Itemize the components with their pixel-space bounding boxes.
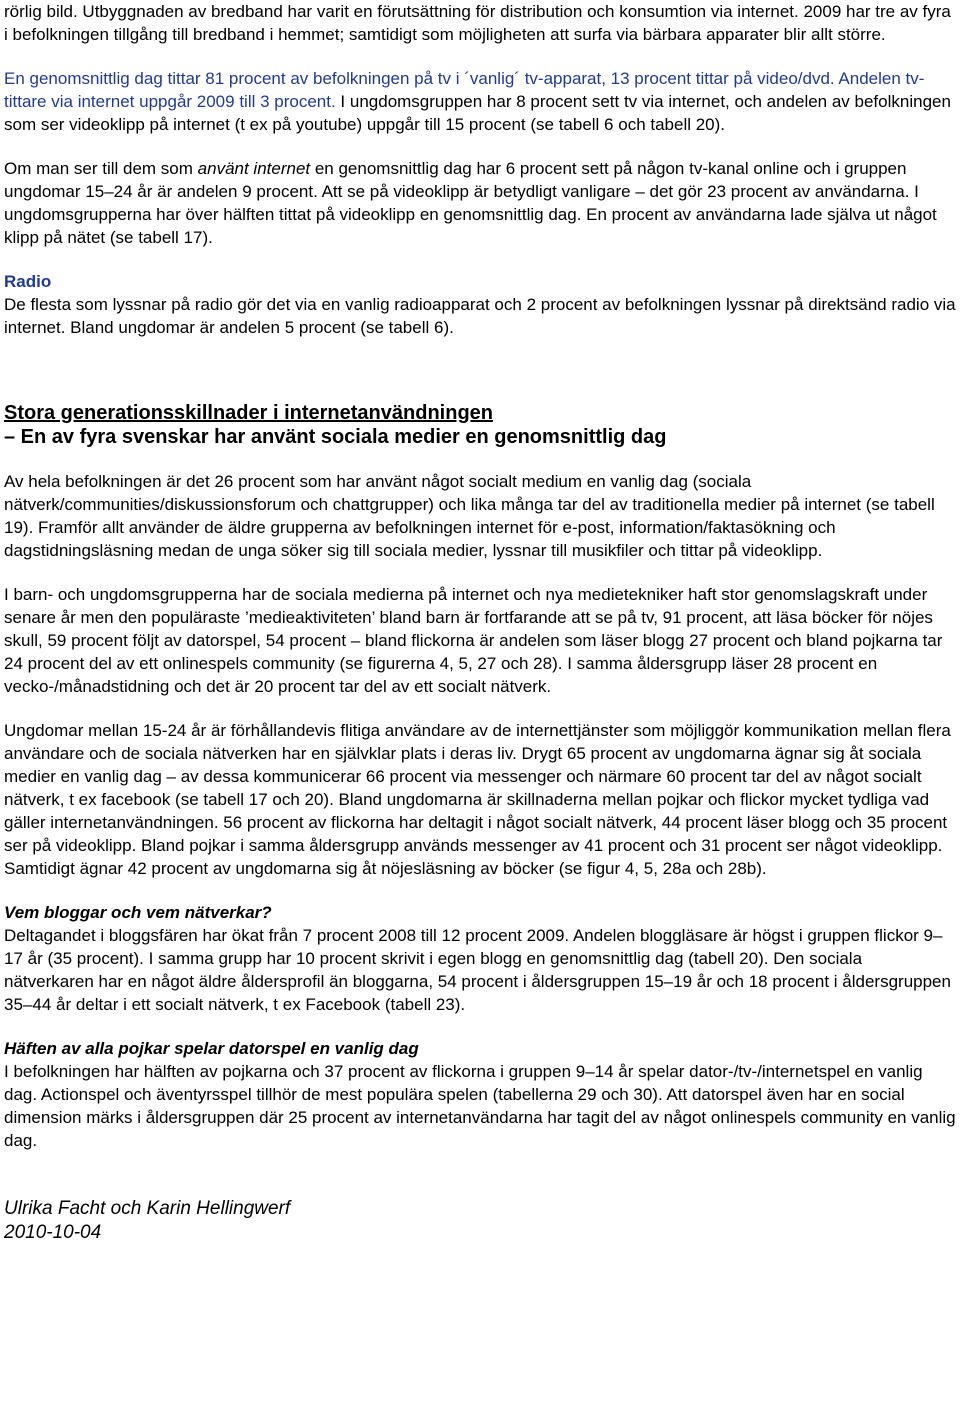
paragraph-text: Deltagandet i bloggsfären har ökat från 7 procent 2008 till 12 procent 2009. Andelen bloggläsare är högst i gruppen flickor 9–17 år (35 procent). I samma grupp har 10 procent skrivit i egen blogg en genomsnittlig dag (tabell 20). Den sociala nätverkaren har en något äldre åldersprofil än bloggarna, 54 procent i åldersgruppen 15–19 år och 18 procent i åldersgruppen 35–44 år deltar i ett socialt nätverk, t ex Facebook (tabell 23). [4,926,951,1014]
paragraph-text: Av hela befolkningen är det 26 procent som har använt något socialt medium en vanlig dag (sociala nätverk/communities/diskussionsforum och chattgrupper) och lika många tar del av traditionella medier på internet (se tabell 19). Framför allt använder de äldre grupperna av befolkningen internet för e-post, information/faktasökning och dagstidningsläsning medan de unga söker sig till sociala medier, lyssnar till musikfiler och tittar på videoklipp. [4,472,935,560]
section-subheading: – En av fyra svenskar har använt sociala medier en genomsnittlig dag [4,426,667,448]
paragraph-text: I befolkningen har hälften av pojkarna och 37 procent av flickorna i gruppen 9–14 år spelar dator-/tv-/internetspel en vanlig dag. Actionspel och äventyrsspel tillhör de mest populära spelen (tabellerna 29 och 30). Att datorspel även har en social dimension märks i åldersgruppen där 25 procent av internetanvändarna har tagit del av något onlinespels community en vanlig dag. [4,1062,956,1150]
paragraph-text: Om man ser till dem som [4,159,198,178]
paragraph-text: Ungdomar mellan 15-24 år är förhållandevis flitiga användare av de internettjänster som möjliggör kommunikation mellan flera användare och de sociala nätverken har en självklar plats i deras liv. Drygt 65 procent av ungdomarna ägnar sig åt sociala medier en vanlig dag – av dessa kommunicerar 66 procent via messenger och närmare 60 procent tar del av något socialt nätverk, t ex facebook (se tabell 17 och 20). Bland ungdomarna är skillnaderna mellan pojkar och flickor mycket tydliga vad gäller internetanvändningen. 56 procent av flickorna har deltagit i något socialt nätverk, 44 procent läser blogg och 35 procent ser på videoklipp. Bland pojkar i samma åldersgrupp används messenger av 41 procent och 31 procent ser något videoklipp. Samtidigt ägnar 42 procent av ungdomarna sig åt nöjesläsning av böcker (se figur 4, 5, 28a och 28b). [4,721,951,878]
paragraph-children [4,583,956,698]
paragraph-text-highlight: En genomsnittlig dag tittar 81 procent av befolkningen på tv i ´vanlig´ tv-apparat, 13 procent tittar på video/dvd. Andelen tv-tittare via internet uppgår 2009 till 3 procent. [4,69,925,111]
paragraph-blogging [4,924,956,1016]
section-heading: Stora generationsskillnader i internetanvändningen [4,402,493,424]
paragraph-text: en genomsnittlig dag har 6 procent sett på någon tv-kanal online och i gruppen ungdomar 15 [4,159,907,201]
paragraph-youth [4,719,956,880]
paragraph-gaming [4,1060,956,1152]
dash: – [104,182,114,201]
paragraph-internet-users [4,157,956,249]
paragraph-tv-viewing [4,67,956,136]
paragraph-text: I ungdomsgruppen har 8 procent sett tv via internet, och andelen av befolkningen som ser videoklipp på internet (t ex på youtube) uppgår till 15 procent (se tabell 6 och tabell 20). [4,92,951,134]
subsection-heading-blogging: Vem bloggar och vem nätverkar? [4,903,272,922]
paragraph-social-media [4,470,956,562]
paragraph-text: det gör 23 procent av användarna. I ungdomsgrupperna har över hälften tittat på videoklipp en genomsnittlig dag. En procent av användarna lade själva ut något klipp på nätet (se tabell 17). [4,182,937,247]
paragraph-text: 24 år är andelen 9 procent. Att se på videoklipp är betydligt vanligare [113,182,636,201]
document-page [4,0,956,1245]
dash: – [635,182,645,201]
paragraph-text: rörlig bild. Utbyggnaden av bredband har varit en förutsättning för distribution och konsumtion via internet. 2009 har tre av fyra i befolkningen tillgång till bredband i hemmet; samtidigt som möjligheten att surfa via bärbara apparater blir allt större. [4,2,951,44]
paragraph-radio [4,293,956,339]
paragraph-text: I barn- och ungdomsgrupperna har de sociala medierna på internet och nya medietekniker haft stor genomslagskraft under senare år men den populäraste ’medieaktiviteten’ bland barn är fortfarande att se på tv, 91 procent, att läsa böcker för nöjes skull, 59 procent följt av datorspel, 54 procent – bland flickorna är andelen som läser blogg 27 procent och bland pojkarna tar 24 procent del av ett onlinespels community (se figurerna 4, 5, 27 och 28). I samma åldersgrupp läser 28 procent en vecko-/månadstidning och det är 20 procent tar del av ett socialt nätverk. [4,585,943,696]
paragraph-text: De flesta som lyssnar på radio gör det via en vanlig radioapparat och 2 procent av befolkningen lyssnar på direktsänd radio via internet. Bland ungdomar är andelen 5 procent (se tabell 6). [4,295,956,337]
paragraph-broadband [4,0,956,46]
radio-heading: Radio [4,272,52,291]
signature-date: 2010-10-04 [4,1222,102,1243]
signature-authors: Ulrika Facht och Karin Hellingwerf [4,1198,291,1219]
paragraph-italic-term: använt internet [197,159,311,178]
subsection-heading-gaming: Häften av alla pojkar spelar datorspel en vanlig dag [4,1039,419,1058]
